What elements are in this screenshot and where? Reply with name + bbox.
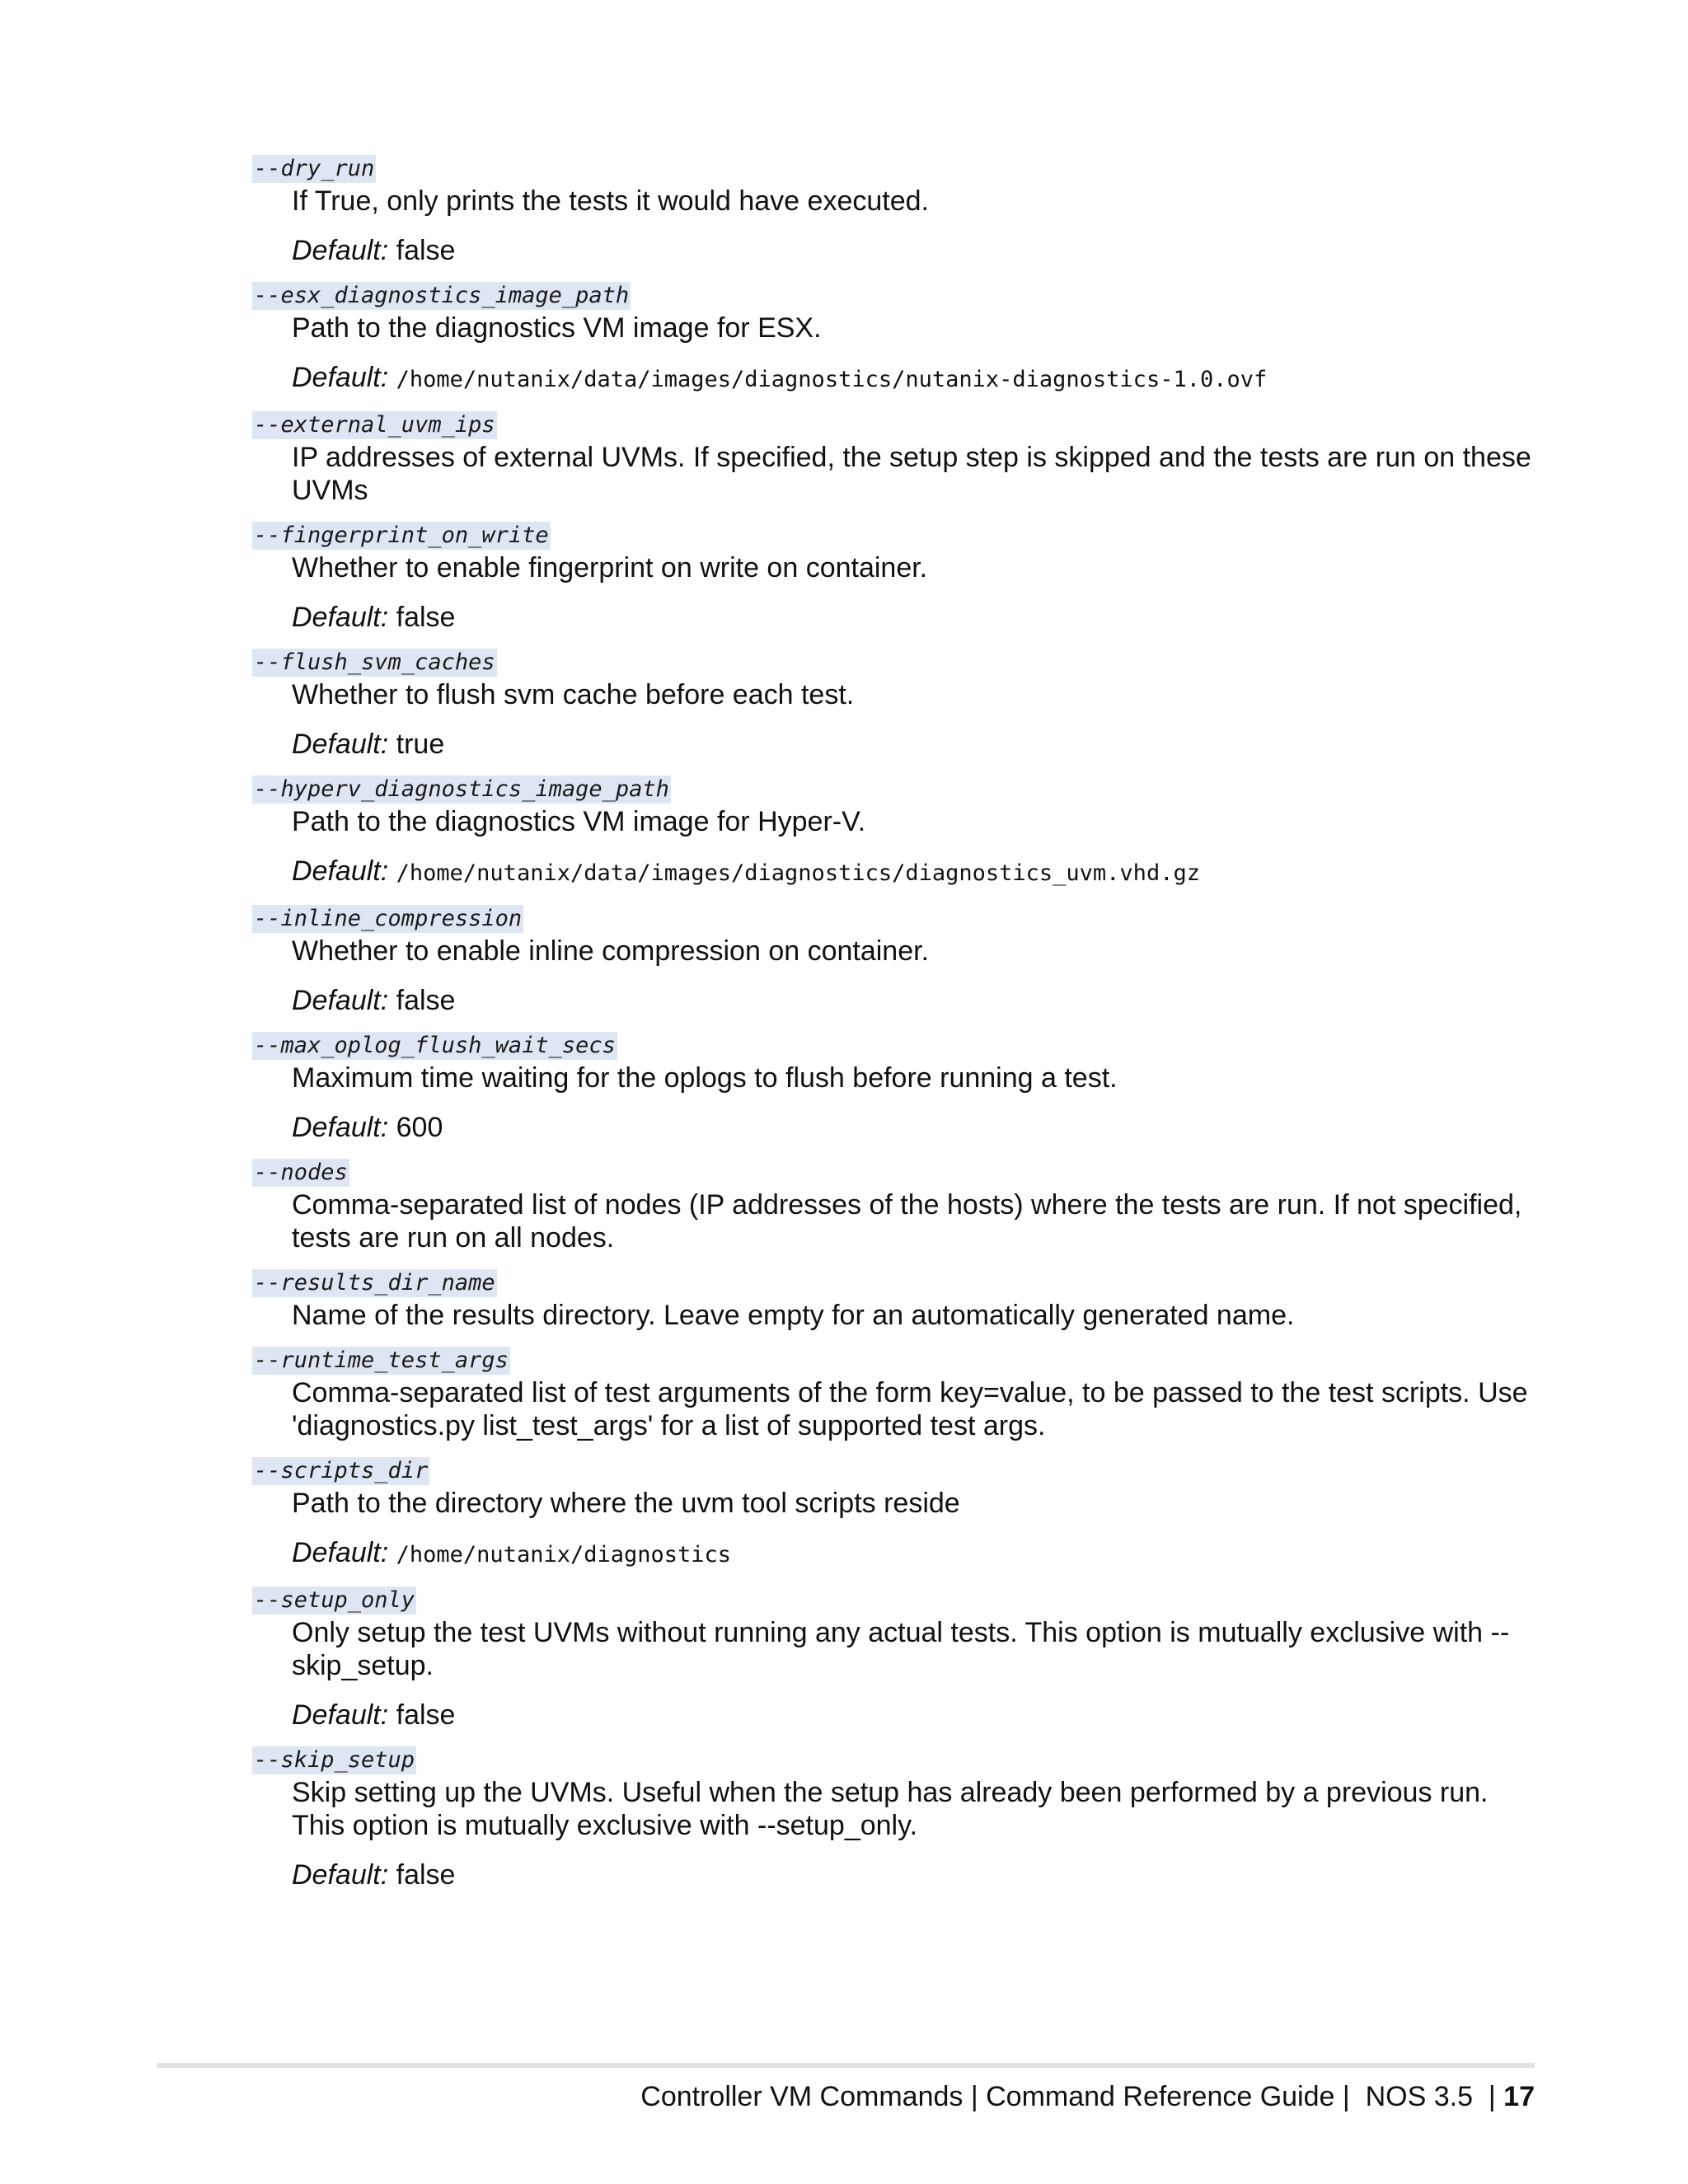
page-number: 17 [1503,2081,1535,2112]
option-default [292,361,1538,396]
option-flag: --results_dir_name [254,1270,495,1296]
default-label: Default: [292,1112,389,1143]
default-value: false [396,1859,456,1891]
option-description: Maximum time waiting for the oplogs to flush before running a test. [292,1062,1118,1094]
option-flag: --nodes [254,1160,348,1185]
option-description: Whether to flush svm cache before each test. [292,679,855,710]
option-description: Comma-separated list of nodes (IP addresses of the hosts) where the tests are run. If not specified, tests are run on all nodes. [292,1189,1522,1254]
option-flag: --fingerprint_on_write [254,523,549,548]
option-entry [252,155,1538,267]
option-description: Skip setting up the UVMs. Useful when the setup has already been performed by a previous run. This option is mutually exclusive with --setup_only. [292,1777,1489,1841]
option-entry [252,1269,1538,1332]
default-label: Default: [292,729,389,760]
option-default [292,1536,1538,1572]
default-label: Default: [292,855,389,887]
default-label: Default: [292,1699,389,1731]
option-description: Path to the directory where the uvm tool scripts reside [292,1488,960,1519]
default-label: Default: [292,985,389,1016]
option-flag: --esx_diagnostics_image_path [254,283,630,308]
option-description: Path to the diagnostics VM image for ESX. [292,312,822,344]
option-entry [252,522,1538,634]
option-entry [252,1159,1538,1254]
footer-divider [157,2063,1535,2068]
default-value: 600 [396,1112,443,1143]
option-description: Only setup the test UVMs without running any actual tests. This option is mutually exclusive with --skip_setup. [292,1617,1510,1681]
default-label: Default: [292,235,389,266]
option-flag: --runtime_test_args [254,1347,509,1373]
option-entry [252,1586,1538,1732]
option-entry [252,1032,1538,1144]
option-entry [252,776,1538,890]
option-flag: --hyperv_diagnostics_image_path [254,776,669,802]
option-entry [252,411,1538,507]
option-entry [252,1746,1538,1891]
option-flag: --skip_setup [254,1747,415,1773]
option-entry [252,1347,1538,1442]
option-description: Whether to enable inline compression on container. [292,935,930,967]
option-list [252,155,1538,1906]
default-value: /home/nutanix/data/images/diagnostics/nutanix-diagnostics-1.0.ovf [396,367,1268,392]
option-entry [252,905,1538,1017]
option-description: If True, only prints the tests it would have executed. [292,185,929,217]
option-default [292,601,1538,634]
option-flag: --dry_run [254,156,375,181]
option-description: IP addresses of external UVMs. If specified, the setup step is skipped and the tests are run on these UVMs [292,442,1531,506]
option-description: Path to the diagnostics VM image for Hyper-V. [292,806,866,837]
default-value: true [396,729,445,760]
option-default [292,855,1538,890]
option-flag: --inline_compression [254,906,523,931]
default-value: false [396,602,456,633]
option-description: Comma-separated list of test arguments of the form key=value, to be passed to the test scripts. Use 'diagnostics.py list_test_args' for a list of supported test args. [292,1377,1528,1441]
option-flag: --flush_svm_caches [254,649,495,675]
option-default [292,1699,1538,1732]
default-label: Default: [292,1537,389,1568]
default-value: false [396,1699,456,1731]
default-label: Default: [292,362,389,393]
default-value: false [396,235,456,266]
default-value: false [396,985,456,1016]
default-label: Default: [292,602,389,633]
default-label: Default: [292,1859,389,1891]
option-default [292,728,1538,761]
option-flag: --scripts_dir [254,1458,429,1483]
option-flag: --max_oplog_flush_wait_secs [254,1033,616,1058]
default-value: /home/nutanix/data/images/diagnostics/diagnostics_uvm.vhd.gz [396,860,1200,886]
option-default [292,1858,1538,1891]
option-entry [252,1457,1538,1572]
page-footer [640,2079,1535,2114]
option-description: Whether to enable fingerprint on write on container. [292,552,928,583]
footer-text: Controller VM Commands | Command Reference Guide | NOS 3.5 | [640,2081,1504,2112]
option-entry [252,649,1538,761]
option-flag: --external_uvm_ips [254,412,495,438]
default-value: /home/nutanix/diagnostics [396,1542,732,1568]
option-flag: --setup_only [254,1587,415,1613]
option-description: Name of the results directory. Leave empty for an automatically generated name. [292,1300,1295,1331]
option-default [292,1111,1538,1144]
option-default [292,234,1538,267]
option-default [292,984,1538,1017]
option-entry [252,282,1538,396]
